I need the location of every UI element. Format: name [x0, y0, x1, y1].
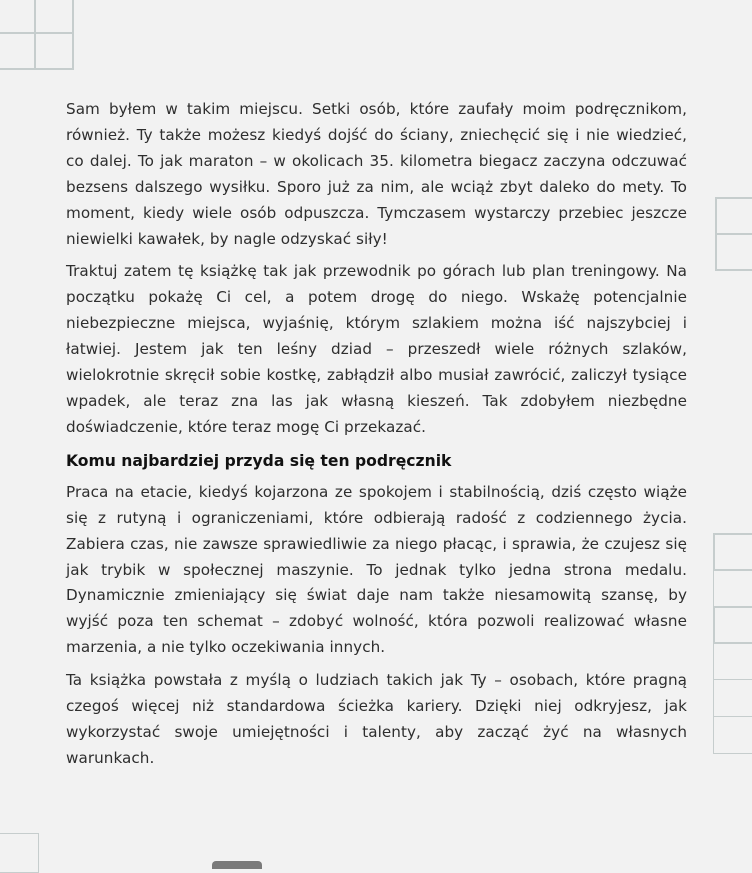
paragraph: Ta książka powstała z myślą o ludziach takich jak Ty – osobach, które pragną czegoś więcej niż standardowa ścieżka kariery. Dzięki niej odkryjesz, jak wykorzystać swoje umiejętności i talenty, aby zacząć żyć na własnych warunkach.	[66, 671, 687, 767]
grid-cell	[715, 233, 752, 271]
grid-cell	[0, 0, 36, 34]
section-heading: Komu najbardziej przyda się ten podręcznik	[66, 451, 452, 470]
grid-cell	[0, 32, 36, 70]
paragraph: Sam byłem w takim miejscu. Setki osób, które zaufały moim podręcznikom, również. Ty także możesz kiedyś dojść do ściany, zniechęcić się i nie wiedzieć, co dalej. To jak maraton – w okolicach 35. kilometra biegacz zaczyna odczuwać bezsens dalszego wysiłku. Sporo już za nim, ale wciąż zbyt daleko do mety. To moment, kiedy wiele osób odpuszcza. Tymczasem wystarczy przebiec jeszcze niewielki kawałek, by nagle odzyskać siły!	[66, 100, 687, 248]
grid-cell	[713, 643, 752, 680]
grid-cell	[34, 0, 74, 34]
grid-cell	[713, 716, 752, 754]
grid-cell	[713, 533, 752, 571]
grid-cell	[713, 679, 752, 717]
grid-cell	[0, 833, 39, 873]
grid-cell	[715, 197, 752, 235]
paragraph: Traktuj zatem tę książkę tak jak przewodnik po górach lub plan treningowy. Na początku pokażę Ci cel, a potem drogę do niego. Wskażę potencjalnie niebezpieczne miejsca, wyjaśnię, którym szlakiem można iść najszybciej i łatwiej. Jestem jak ten leśny dziad – przeszedł wiele różnych szlaków, wielokrotnie skręcił sobie kostkę, zabłądził albo musiał zawrócić, zaliczył tysiące wpadek, ale teraz zna las jak własną kieszeń. Tak zdobyłem niezbędne doświadczenie, które teraz mogę Ci przekazać.	[66, 262, 687, 436]
grid-cell	[713, 570, 752, 607]
grid-cell	[713, 606, 752, 644]
document-body	[66, 97, 687, 779]
paragraph: Praca na etacie, kiedyś kojarzona ze spokojem i stabilnością, dziś często wiąże się z rutyną i ograniczeniami, które odbierają radość z codziennego życia. Zabiera czas, nie zawsze sprawiedliwie za niego płacąc, i sprawia, że czujesz się jak trybik w społecznej maszynie. To jednak tylko jedna strona medalu. Dynamicznie zmieniający się świat daje nam także niesamowitą szansę, by wyjść poza ten schemat – zdobyć wolność, która pozwoli realizować własne marzenia, a nie tylko oczekiwania innych.	[66, 482, 687, 657]
scrollbar-thumb[interactable]	[212, 861, 262, 869]
grid-cell	[34, 32, 74, 70]
